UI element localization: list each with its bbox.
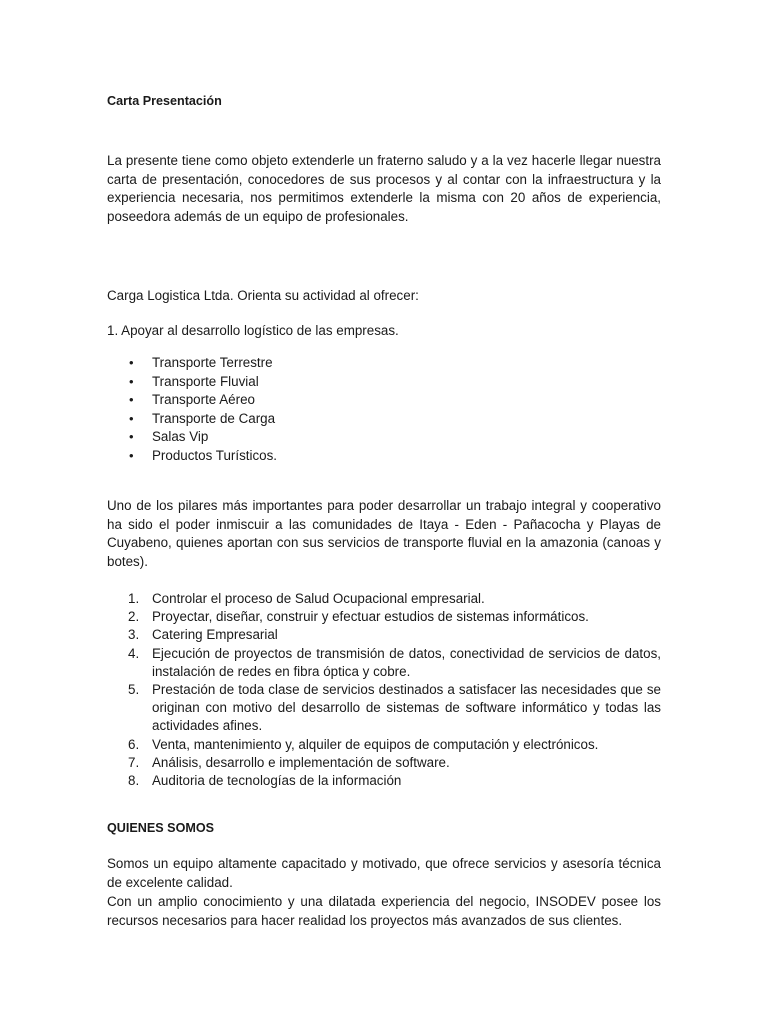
about-heading: QUIENES SOMOS — [107, 821, 215, 835]
item-number: 2. — [128, 609, 140, 625]
list-item: • Salas Vip — [107, 428, 661, 447]
intro-paragraph: La presente tiene como objeto extenderle un fraterno saludo y a la vez hacerle llegar nuestra carta de presentación, conocedores de sus procesos y al contar con la infraestructura y la experiencia necesaria, nos permitimos extenderle la misma con 20 años de experiencia, poseedora además de un equipo de profesionales. — [107, 153, 661, 225]
item-text: Ejecución de proyectos de transmisión de datos, conectividad de servicios de datos, instalación de redes en fibra óptica y cobre. — [152, 645, 661, 679]
list-item — [107, 736, 661, 754]
item-text: Proyectar, diseñar, construir y efectuar estudios de sistemas informáticos. — [152, 609, 589, 625]
item-text: Prestación de toda clase de servicios destinados a satisfacer las necesidades que se originan con motivo del desarrollo de sistemas de software informático y todas las actividades afines. — [152, 682, 661, 734]
item-text: Catering Empresarial — [152, 627, 278, 643]
list-item — [107, 645, 661, 681]
document-title: Carta Presentación — [107, 94, 222, 108]
list-item — [107, 608, 661, 626]
item-number: 5. — [128, 682, 140, 698]
list-item — [107, 626, 661, 644]
company-line: Carga Logistica Ltda. Orienta su actividad al ofrecer: — [107, 288, 419, 303]
list-item: • Transporte Fluvial — [107, 373, 661, 392]
list-item: • Transporte Terrestre — [107, 354, 661, 373]
about-paragraph-1: Somos un equipo altamente capacitado y motivado, que ofrece servicios y asesoría técnica de excelente calidad. — [107, 856, 661, 890]
list-item — [107, 772, 661, 790]
point-one: 1. Apoyar al desarrollo logístico de las empresas. — [107, 323, 399, 338]
list-item: • Productos Turísticos. — [107, 447, 661, 466]
activities-list — [107, 590, 661, 790]
item-number: 6. — [128, 736, 140, 752]
item-number: 8. — [128, 773, 140, 789]
item-number: 1. — [128, 591, 140, 606]
list-item: • Transporte de Carga — [107, 410, 661, 429]
item-number: 7. — [128, 754, 140, 770]
item-number: 3. — [128, 627, 140, 643]
list-item — [107, 590, 661, 608]
list-item — [107, 754, 661, 772]
services-list — [107, 354, 661, 466]
pillars-paragraph: Uno de los pilares más importantes para poder desarrollar un trabajo integral y cooperativo ha sido el poder inmiscuir a las comunidades de Itaya - Eden - Pañacocha y Playas de Cuyabeno, quienes aportan con sus servicios de transporte fluvial en la amazonia (canoas y botes). — [107, 498, 661, 570]
item-text: Análisis, desarrollo e implementación de software. — [152, 754, 450, 770]
list-item — [107, 681, 661, 736]
item-number: 4. — [128, 645, 140, 661]
list-item: • Transporte Aéreo — [107, 391, 661, 410]
item-text: Controlar el proceso de Salud Ocupacional empresarial. — [152, 591, 485, 606]
item-text: Venta, mantenimiento y, alquiler de equipos de computación y electrónicos. — [152, 736, 599, 752]
item-text: Auditoria de tecnologías de la información — [152, 773, 402, 789]
about-paragraph-2: Con un amplio conocimiento y una dilatada experiencia del negocio, INSODEV posee los recursos necesarios para hacer realidad los proyectos más avanzados de sus clientes. — [107, 894, 661, 928]
